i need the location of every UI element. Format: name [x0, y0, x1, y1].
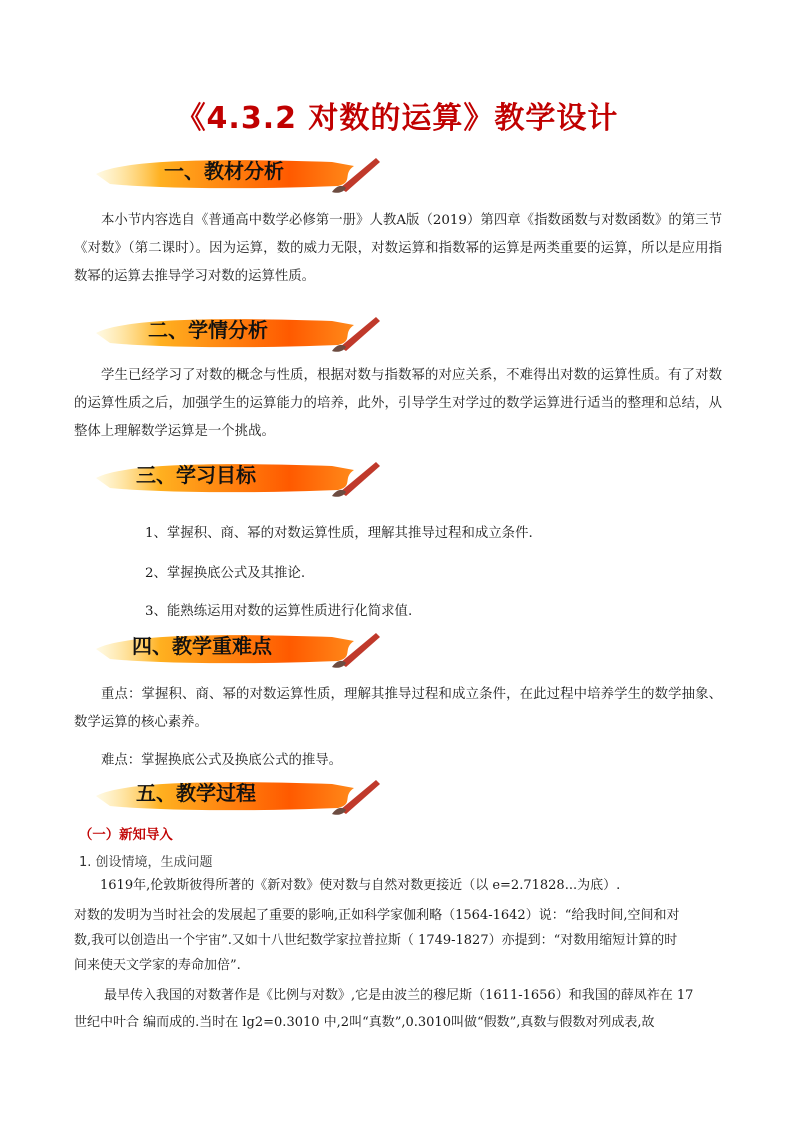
section-heading: 三、学习目标 — [136, 463, 256, 487]
page-title: 《4.3.2 对数的运算》教学设计 — [175, 101, 619, 136]
process-text-line: 1619年,伦敦斯彼得所著的《新对数》使对数与自然对数更接近（以 e=2.71828...为底）. — [100, 878, 621, 893]
process-text-line: 世纪中叶合 编而成的.当时在 lg2=0.3010 中,2叫“真数”,0.3010叫做“假数”,真数与假数对列成表,故 — [74, 1015, 655, 1030]
key-point-paragraph: 重点：掌握积、商、幂的对数运算性质，理解其推导过程和成立条件，在此过程中培养学生的数学抽象、数学运算的核心素养。 — [74, 687, 722, 730]
section-heading: 四、教学重难点 — [132, 634, 272, 658]
goal-item: 2、掌握换底公式及其推论. — [145, 566, 306, 581]
section-banner-analysis — [92, 152, 382, 196]
process-step: 1. 创设情境，生成问题 — [79, 855, 213, 870]
learner-paragraph: 学生已经学习了对数的概念与性质，根据对数与指数幂的对应关系，不难得出对数的运算性质。有了对数的运算性质之后，加强学生的运算能力的培养，此外，引导学生对学过的数学运算进行适当的整理和总结，从整体上理解数学运算是一个挑战。 — [74, 368, 722, 439]
section-heading: 二、学情分析 — [148, 318, 268, 342]
section-banner-goals — [92, 456, 382, 500]
section-heading: 一、教材分析 — [164, 159, 284, 183]
process-text-line: 最早传入我国的对数著作是《比例与对数》,它是由波兰的穆尼斯（1611-1656）和我国的薛凤祚在 17 — [104, 988, 694, 1003]
process-text-line: 对数的发明为当时社会的发展起了重要的影响,正如科学家伽利略（1564-1642）说：“给我时间,空间和对 — [74, 908, 680, 923]
process-text-line: 间来使天文学家的寿命加倍”. — [74, 958, 241, 973]
difficulty-paragraph: 难点：掌握换底公式及换底公式的推导。 — [101, 753, 343, 768]
process-subheading: （一）新知导入 — [79, 828, 173, 843]
section-heading: 五、教学过程 — [136, 781, 256, 805]
section-banner-process — [92, 774, 382, 818]
section-banner-learner — [92, 311, 382, 355]
analysis-paragraph: 本小节内容选自《普通高中数学必修第一册》人教A版（2019）第四章《指数函数与对数函数》的第三节《对数》（第二课时）。因为运算，数的威力无限，对数运算和指数幂的运算是两类重要的运算，所以是应用指数幂的运算去推导学习对数的运算性质。 — [74, 213, 722, 284]
section-banner-keypoints — [92, 627, 382, 671]
goal-item: 1、掌握积、商、幂的对数运算性质，理解其推导过程和成立条件. — [145, 526, 533, 541]
process-text-line: 数,我可以创造出一个宇宙”.又如十八世纪数学家拉普拉斯（ 1749-1827）亦提到：“对数用缩短计算的时 — [74, 933, 678, 948]
goal-item: 3、能熟练运用对数的运算性质进行化简求值. — [145, 604, 413, 619]
